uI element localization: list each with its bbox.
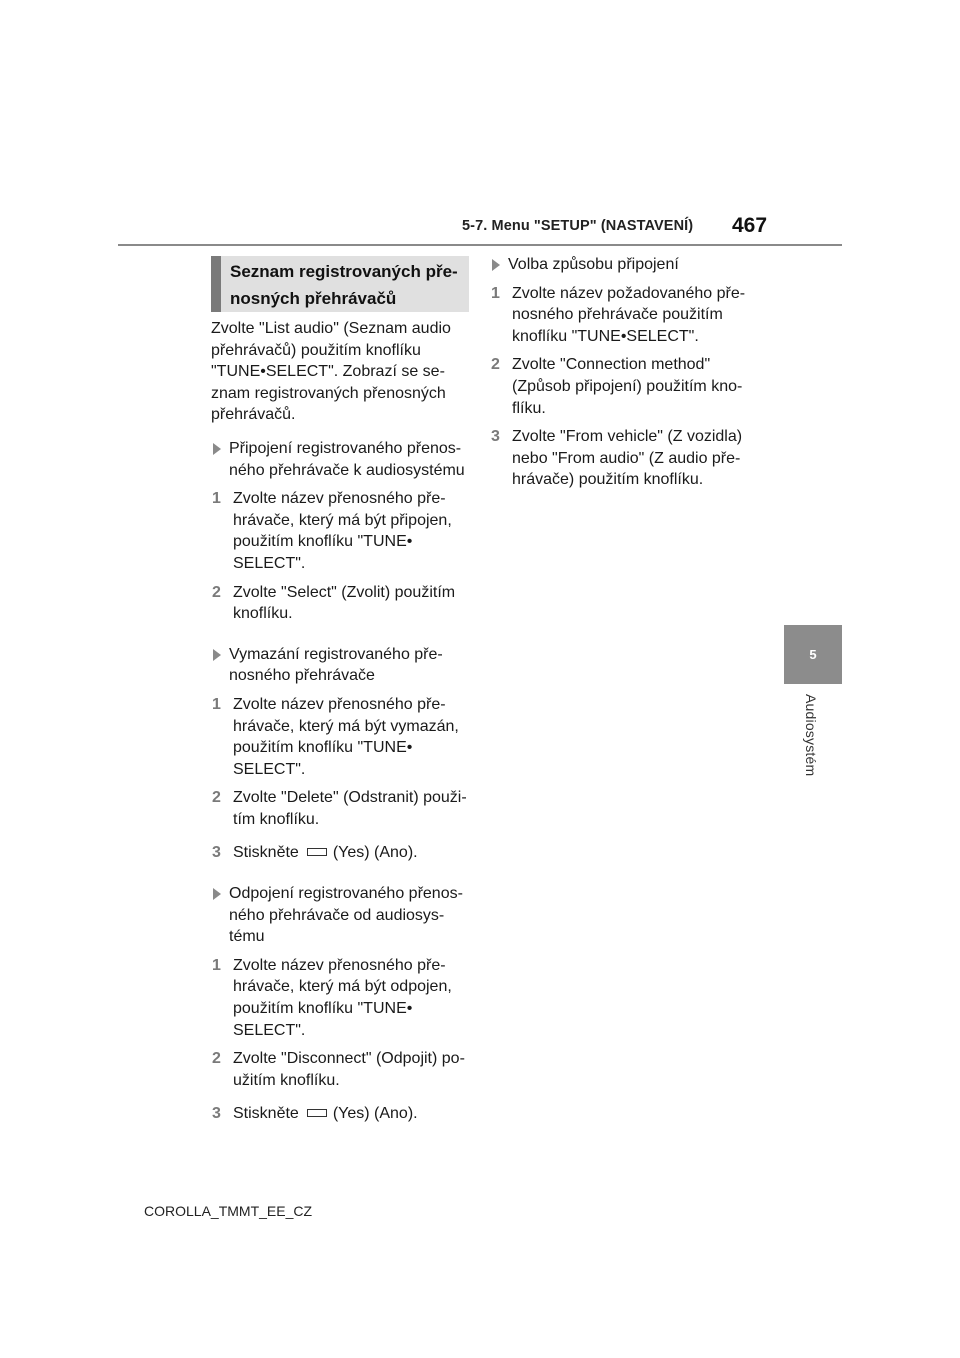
text-line [233, 1103, 473, 1125]
step-item [490, 354, 760, 419]
step-number: 3 [212, 1105, 221, 1123]
step-number: 1 [212, 695, 221, 713]
section-heading [211, 256, 469, 312]
text-line: Zvolte "Select" (Zvolit) použitím [233, 583, 456, 601]
yes-key-icon [307, 1109, 327, 1117]
text-line: přehrávačů. [211, 406, 296, 424]
chapter-label: Audiosystém [803, 694, 819, 777]
text-line: tím knoflíku. [233, 810, 320, 828]
step-item [211, 582, 473, 625]
text-line: Zvolte "From vehicle" (Z vozidla) [512, 428, 743, 446]
step-item [211, 1048, 473, 1091]
text-line: znam registrovaných přenosných [211, 384, 446, 402]
text-line: hrávače, který má být odpojen, [233, 978, 452, 996]
step-item [211, 488, 473, 574]
section-heading-line-2: nosných přehrávačů [230, 289, 397, 308]
text-line: knoflíku "TUNE•SELECT". [512, 327, 699, 345]
text-line: SELECT". [233, 554, 306, 572]
text-line: Volba způsobu připojení [508, 256, 679, 273]
text-line: Zvolte "Disconnect" (Odpojit) po- [233, 1050, 465, 1068]
step-number: 3 [491, 428, 500, 446]
step-number: 3 [212, 844, 221, 862]
text-line: nebo "From audio" (Z audio pře- [512, 449, 741, 467]
step-text: (Yes) (Ano). [332, 844, 418, 862]
text-line: Připojení registrovaného přenos- [229, 439, 462, 457]
triangle-bullet-icon [213, 888, 221, 900]
text-line: Vymazání registrovaného pře- [229, 645, 443, 663]
section-heading-line-1: Seznam registrovaných pře- [230, 262, 458, 281]
step-number: 2 [491, 356, 500, 374]
step-item [211, 1103, 473, 1125]
text-line: (Způsob připojení) použitím kno- [512, 377, 743, 395]
step-number: 1 [491, 284, 500, 302]
text-line: Zvolte "Connection method" [512, 356, 711, 374]
text-line: flíku. [512, 399, 546, 417]
text-line: použitím knoflíku "TUNE• [233, 739, 413, 757]
step-item [211, 694, 473, 780]
text-line: použitím knoflíku "TUNE• [233, 1000, 413, 1018]
chapter-number: 5 [809, 647, 817, 662]
step-item [490, 283, 760, 348]
bullet-connect [211, 438, 473, 481]
yes-key-icon [307, 848, 327, 856]
text-line: Zvolte název přenosného pře- [233, 956, 446, 974]
step-number: 2 [212, 789, 221, 807]
step-item [211, 842, 473, 864]
step-number: 1 [212, 490, 221, 508]
section-title: 5-7. Menu "SETUP" (NASTAVENÍ) [462, 218, 694, 234]
step-text: Stiskněte [233, 1105, 299, 1123]
bullet-connection-method [490, 254, 760, 276]
text-line: použitím knoflíku "TUNE• [233, 533, 413, 551]
text-line: přehrávačů) použitím knoflíku [211, 341, 421, 359]
right-column [490, 254, 760, 498]
footer-code: COROLLA_TMMT_EE_CZ [144, 1203, 313, 1219]
text-line: Zvolte "List audio" (Seznam audio [211, 320, 451, 337]
step-text: (Yes) (Ano). [332, 1105, 418, 1123]
text-line: ného přehrávače od audiosys- [229, 906, 445, 924]
step-item [490, 426, 760, 491]
page-number: 467 [732, 214, 768, 237]
text-line: Zvolte název přenosného pře- [233, 695, 446, 713]
bullet-disconnect [211, 883, 473, 948]
text-line: Zvolte "Delete" (Odstranit) použi- [233, 789, 467, 807]
text-line: SELECT". [233, 1021, 306, 1039]
text-line [233, 842, 473, 864]
step-item [211, 787, 473, 830]
triangle-bullet-icon [213, 443, 221, 455]
step-number: 1 [212, 956, 221, 974]
chapter-tab [784, 625, 842, 684]
step-number: 2 [212, 1050, 221, 1068]
text-line: hrávače, který má být vymazán, [233, 717, 459, 735]
text-line: SELECT". [233, 760, 306, 778]
text-line: užitím knoflíku. [233, 1071, 340, 1089]
text-line: "TUNE•SELECT". Zobrazí se se- [211, 363, 445, 381]
text-line: hrávače, který má být připojen, [233, 511, 452, 529]
text-line: nosného přehrávače [229, 667, 375, 685]
triangle-bullet-icon [213, 649, 221, 661]
text-line: nosného přehrávače použitím [512, 306, 723, 324]
text-line: Zvolte název přenosného pře- [233, 490, 446, 508]
step-item [211, 955, 473, 1041]
triangle-bullet-icon [492, 259, 500, 271]
step-number: 2 [212, 583, 221, 601]
text-line: tému [229, 928, 265, 946]
step-text: Stiskněte [233, 844, 299, 862]
text-line: ného přehrávače k audiosystému [229, 461, 465, 479]
header-divider [118, 244, 842, 246]
bullet-delete [211, 644, 473, 687]
text-line: Odpojení registrovaného přenos- [229, 885, 463, 903]
text-line: knoflíku. [233, 605, 293, 623]
left-column [211, 318, 473, 1132]
intro-paragraph [211, 318, 473, 426]
text-line: hrávače) použitím knoflíku. [512, 471, 704, 489]
text-line: Zvolte název požadovaného pře- [512, 284, 746, 302]
